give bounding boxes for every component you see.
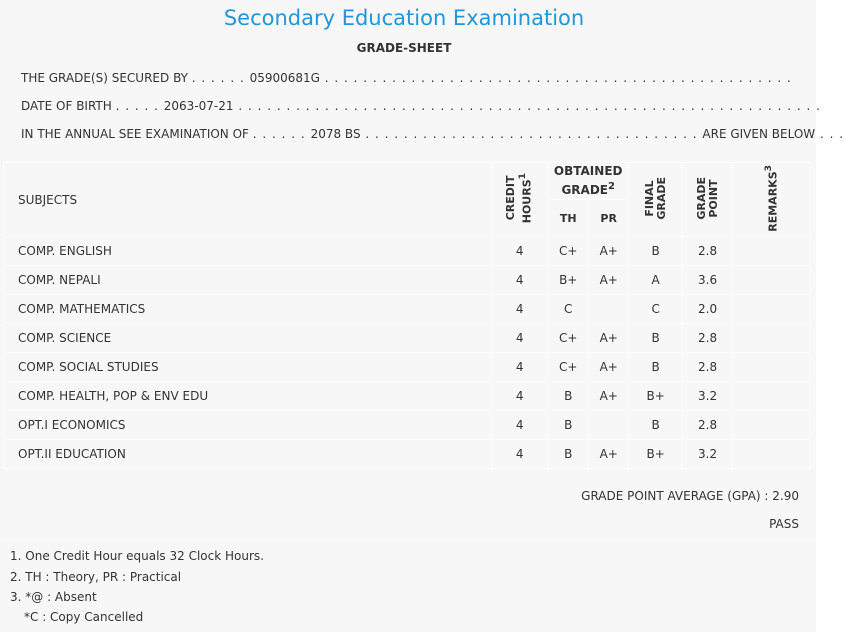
th-grade-cell: B+ xyxy=(548,266,589,295)
table-row xyxy=(4,324,811,353)
exam-label: IN THE ANNUAL SEE EXAMINATION OF xyxy=(21,127,249,141)
remarks-cell xyxy=(733,382,811,411)
credit-cell: 4 xyxy=(492,382,548,411)
pr-grade-cell: A+ xyxy=(589,237,629,266)
pr-grade-cell: A+ xyxy=(589,440,629,469)
subject-cell: COMP. HEALTH, POP & ENV EDU xyxy=(4,382,492,411)
secured-by-line: THE GRADE(S) SECURED BY . . . . . . 05900681G . . . . . . . . . . . . . . . . . . . . . . . . . . . . . . . . . . . . . . . . . . . . . . . . . xyxy=(21,71,792,85)
grades-table xyxy=(3,162,811,469)
subject-cell: COMP. MATHEMATICS xyxy=(4,295,492,324)
th-header: TH xyxy=(548,200,589,237)
note-copy-cancelled: *C : Copy Cancelled xyxy=(24,610,144,624)
credit-cell: 4 xyxy=(492,266,548,295)
table-row xyxy=(4,237,811,266)
th-grade-cell: B xyxy=(548,382,589,411)
note-credit-hour: 1. One Credit Hour equals 32 Clock Hours. xyxy=(10,549,264,563)
page-title: Secondary Education Examination xyxy=(223,6,585,30)
th-grade-cell: B xyxy=(548,411,589,440)
obtained-grade-header: OBTAINED GRADE$^2$ xyxy=(548,163,629,200)
subjects-header: SUBJECTS xyxy=(4,163,492,237)
pr-grade-cell: A+ xyxy=(589,324,629,353)
final-grade-cell: B xyxy=(629,353,683,382)
credit-cell: 4 xyxy=(492,411,548,440)
grade-point-cell: 3.6 xyxy=(683,266,733,295)
grade-point-cell: 2.8 xyxy=(683,411,733,440)
remarks-cell xyxy=(733,353,811,382)
subject-cell: OPT.II EDUCATION xyxy=(4,440,492,469)
dob-value: 2063-07-21 xyxy=(163,99,234,113)
gpa-label: GRADE POINT AVERAGE (GPA) : xyxy=(581,489,769,503)
remarks-cell xyxy=(733,324,811,353)
remarks-cell xyxy=(733,411,811,440)
remarks-header: REMARKS$^3$ xyxy=(733,163,811,237)
pr-header: PR xyxy=(589,200,629,237)
table-row xyxy=(4,353,811,382)
grade-point-cell: 3.2 xyxy=(683,382,733,411)
dob-line: DATE OF BIRTH . . . . . 2063-07-21 . . . . . . . . . . . . . . . . . . . . . . . . . . . . . . . . . . . . . . . . . . . . . . . . . . . . . . . . . . . . . xyxy=(21,99,821,113)
final-grade-cell: A xyxy=(629,266,683,295)
final-grade-header: FINAL GRADE xyxy=(629,163,683,237)
grade-point-cell: 2.8 xyxy=(683,353,733,382)
th-grade-cell: C+ xyxy=(548,353,589,382)
note-absent: 3. *@ : Absent xyxy=(10,590,97,604)
exam-line: IN THE ANNUAL SEE EXAMINATION OF . . . . . . 2078 BS . . . . . . . . . . . . . . . . . . . . . . . . . . . . . . . . . . . ARE GIVEN BELOW . . . xyxy=(21,127,844,141)
divider xyxy=(0,540,816,541)
dob-label: DATE OF BIRTH xyxy=(21,99,112,113)
credit-cell: 4 xyxy=(492,353,548,382)
sheet-subtitle: GRADE-SHEET xyxy=(356,41,452,55)
final-grade-cell: B+ xyxy=(629,440,683,469)
grade-point-cell: 2.8 xyxy=(683,237,733,266)
final-grade-cell: B xyxy=(629,324,683,353)
credit-cell: 4 xyxy=(492,440,548,469)
given-below: ARE GIVEN BELOW xyxy=(702,127,816,141)
secured-by-label: THE GRADE(S) SECURED BY xyxy=(21,71,188,85)
credit-cell: 4 xyxy=(492,324,548,353)
symbol-number: 05900681G xyxy=(249,71,320,85)
grade-point-cell: 2.8 xyxy=(683,324,733,353)
remarks-cell xyxy=(733,440,811,469)
pr-grade-cell xyxy=(589,411,629,440)
grade-point-cell: 3.2 xyxy=(683,440,733,469)
subject-cell: COMP. SCIENCE xyxy=(4,324,492,353)
table-row xyxy=(4,440,811,469)
grade-point-header: GRADE POINT xyxy=(683,163,733,237)
final-grade-cell: B xyxy=(629,237,683,266)
result-status: PASS xyxy=(769,517,799,531)
pr-grade-cell: A+ xyxy=(589,353,629,382)
th-grade-cell: C xyxy=(548,295,589,324)
subject-cell: OPT.I ECONOMICS xyxy=(4,411,492,440)
remarks-cell xyxy=(733,237,811,266)
credit-hours-header: CREDIT HOURS$^1$ xyxy=(492,163,548,237)
table-row xyxy=(4,382,811,411)
gpa-value: 2.90 xyxy=(772,489,799,503)
note-th-pr: 2. TH : Theory, PR : Practical xyxy=(10,570,182,584)
remarks-cell xyxy=(733,266,811,295)
th-grade-cell: C+ xyxy=(548,324,589,353)
subject-cell: COMP. ENGLISH xyxy=(4,237,492,266)
final-grade-cell: B xyxy=(629,411,683,440)
credit-cell: 4 xyxy=(492,237,548,266)
pr-grade-cell xyxy=(589,295,629,324)
final-grade-cell: C xyxy=(629,295,683,324)
grade-rows xyxy=(4,237,811,469)
table-row xyxy=(4,411,811,440)
subject-cell: COMP. SOCIAL STUDIES xyxy=(4,353,492,382)
grade-point-cell: 2.0 xyxy=(683,295,733,324)
table-header-row xyxy=(4,163,811,200)
exam-year: 2078 BS xyxy=(310,127,361,141)
remarks-cell xyxy=(733,295,811,324)
credit-cell: 4 xyxy=(492,295,548,324)
gpa-line xyxy=(399,489,799,503)
pr-grade-cell: A+ xyxy=(589,382,629,411)
table-row xyxy=(4,266,811,295)
final-grade-cell: B+ xyxy=(629,382,683,411)
subject-cell: COMP. NEPALI xyxy=(4,266,492,295)
pr-grade-cell: A+ xyxy=(589,266,629,295)
th-grade-cell: B xyxy=(548,440,589,469)
table-row xyxy=(4,295,811,324)
th-grade-cell: C+ xyxy=(548,237,589,266)
